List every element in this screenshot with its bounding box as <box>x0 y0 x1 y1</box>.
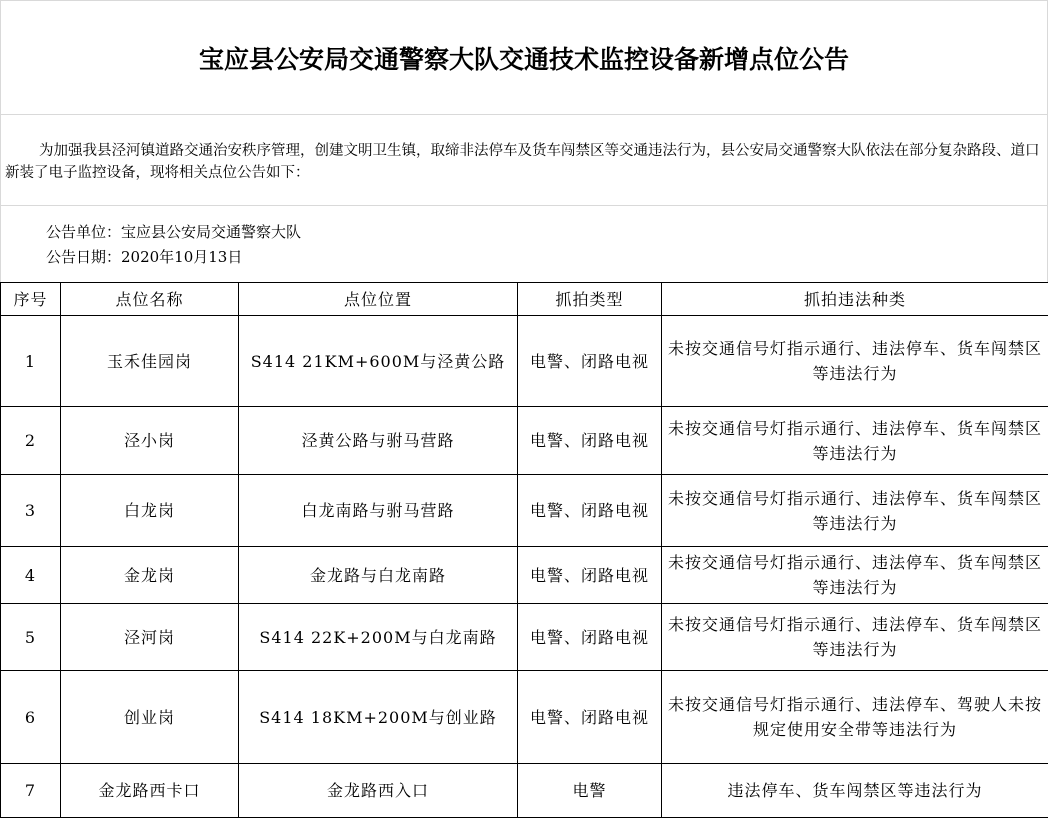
row-no: 4 <box>1 547 61 604</box>
header-name: 点位名称 <box>61 283 239 316</box>
row-name: 泾小岗 <box>61 407 239 475</box>
row-name: 金龙岗 <box>61 547 239 604</box>
row-location: S414 21KM+600M与泾黄公路 <box>239 316 518 407</box>
row-violations: 违法停车、货车闯禁区等违法行为 <box>662 764 1048 818</box>
row-name: 白龙岗 <box>61 475 239 547</box>
table-row <box>1 547 1048 604</box>
divider-intro <box>0 205 1048 206</box>
table-row <box>1 604 1048 671</box>
row-no: 6 <box>1 671 61 764</box>
row-type: 电警、闭路电视 <box>518 671 662 764</box>
row-location: 金龙路与白龙南路 <box>239 547 518 604</box>
row-type: 电警、闭路电视 <box>518 547 662 604</box>
row-type: 电警、闭路电视 <box>518 407 662 475</box>
row-no: 3 <box>1 475 61 547</box>
row-violations: 未按交通信号灯指示通行、违法停车、货车闯禁区等违法行为 <box>662 316 1048 407</box>
row-location: S414 18KM+200M与创业路 <box>239 671 518 764</box>
row-name: 玉禾佳园岗 <box>61 316 239 407</box>
row-violations: 未按交通信号灯指示通行、违法停车、货车闯禁区等违法行为 <box>662 475 1048 547</box>
header-no: 序号 <box>1 283 61 316</box>
row-no: 5 <box>1 604 61 671</box>
header-type: 抓拍类型 <box>518 283 662 316</box>
row-no: 2 <box>1 407 61 475</box>
row-violations: 未按交通信号灯指示通行、违法停车、货车闯禁区等违法行为 <box>662 547 1048 604</box>
table-header-row <box>1 283 1048 316</box>
header-violations: 抓拍违法种类 <box>662 283 1048 316</box>
row-location: 金龙路西入口 <box>239 764 518 818</box>
monitoring-points-table <box>0 282 1048 818</box>
table-row <box>1 316 1048 407</box>
row-location: S414 22K+200M与白龙南路 <box>239 604 518 671</box>
announce-date: 公告日期：2020年10月13日 <box>46 248 243 266</box>
row-type: 电警、闭路电视 <box>518 475 662 547</box>
table-row <box>1 671 1048 764</box>
divider-top <box>0 0 1048 1</box>
row-type: 电警、闭路电视 <box>518 604 662 671</box>
announce-unit: 公告单位：宝应县公安局交通警察大队 <box>46 223 302 241</box>
row-type: 电警、闭路电视 <box>518 316 662 407</box>
table-row <box>1 764 1048 818</box>
row-location: 泾黄公路与驸马营路 <box>239 407 518 475</box>
intro-paragraph: 为加强我县泾河镇道路交通治安秩序管理，创建文明卫生镇，取缔非法停车及货车闯禁区等交通违法行为，县公安局交通警察大队依法在部分复杂路段、道口新装了电子监控设备，现将相关点位公告如下： <box>5 143 1040 181</box>
page-title: 宝应县公安局交通警察大队交通技术监控设备新增点位公告 <box>198 45 849 74</box>
row-no: 7 <box>1 764 61 818</box>
row-name: 泾河岗 <box>61 604 239 671</box>
row-no: 1 <box>1 316 61 407</box>
row-violations: 未按交通信号灯指示通行、违法停车、驾驶人未按规定使用安全带等违法行为 <box>662 671 1048 764</box>
header-location: 点位位置 <box>239 283 518 316</box>
row-name: 金龙路西卡口 <box>61 764 239 818</box>
table-row <box>1 407 1048 475</box>
row-name: 创业岗 <box>61 671 239 764</box>
divider-title <box>0 114 1048 115</box>
row-violations: 未按交通信号灯指示通行、违法停车、货车闯禁区等违法行为 <box>662 604 1048 671</box>
table-row <box>1 475 1048 547</box>
row-type: 电警 <box>518 764 662 818</box>
row-location: 白龙南路与驸马营路 <box>239 475 518 547</box>
row-violations: 未按交通信号灯指示通行、违法停车、货车闯禁区等违法行为 <box>662 407 1048 475</box>
